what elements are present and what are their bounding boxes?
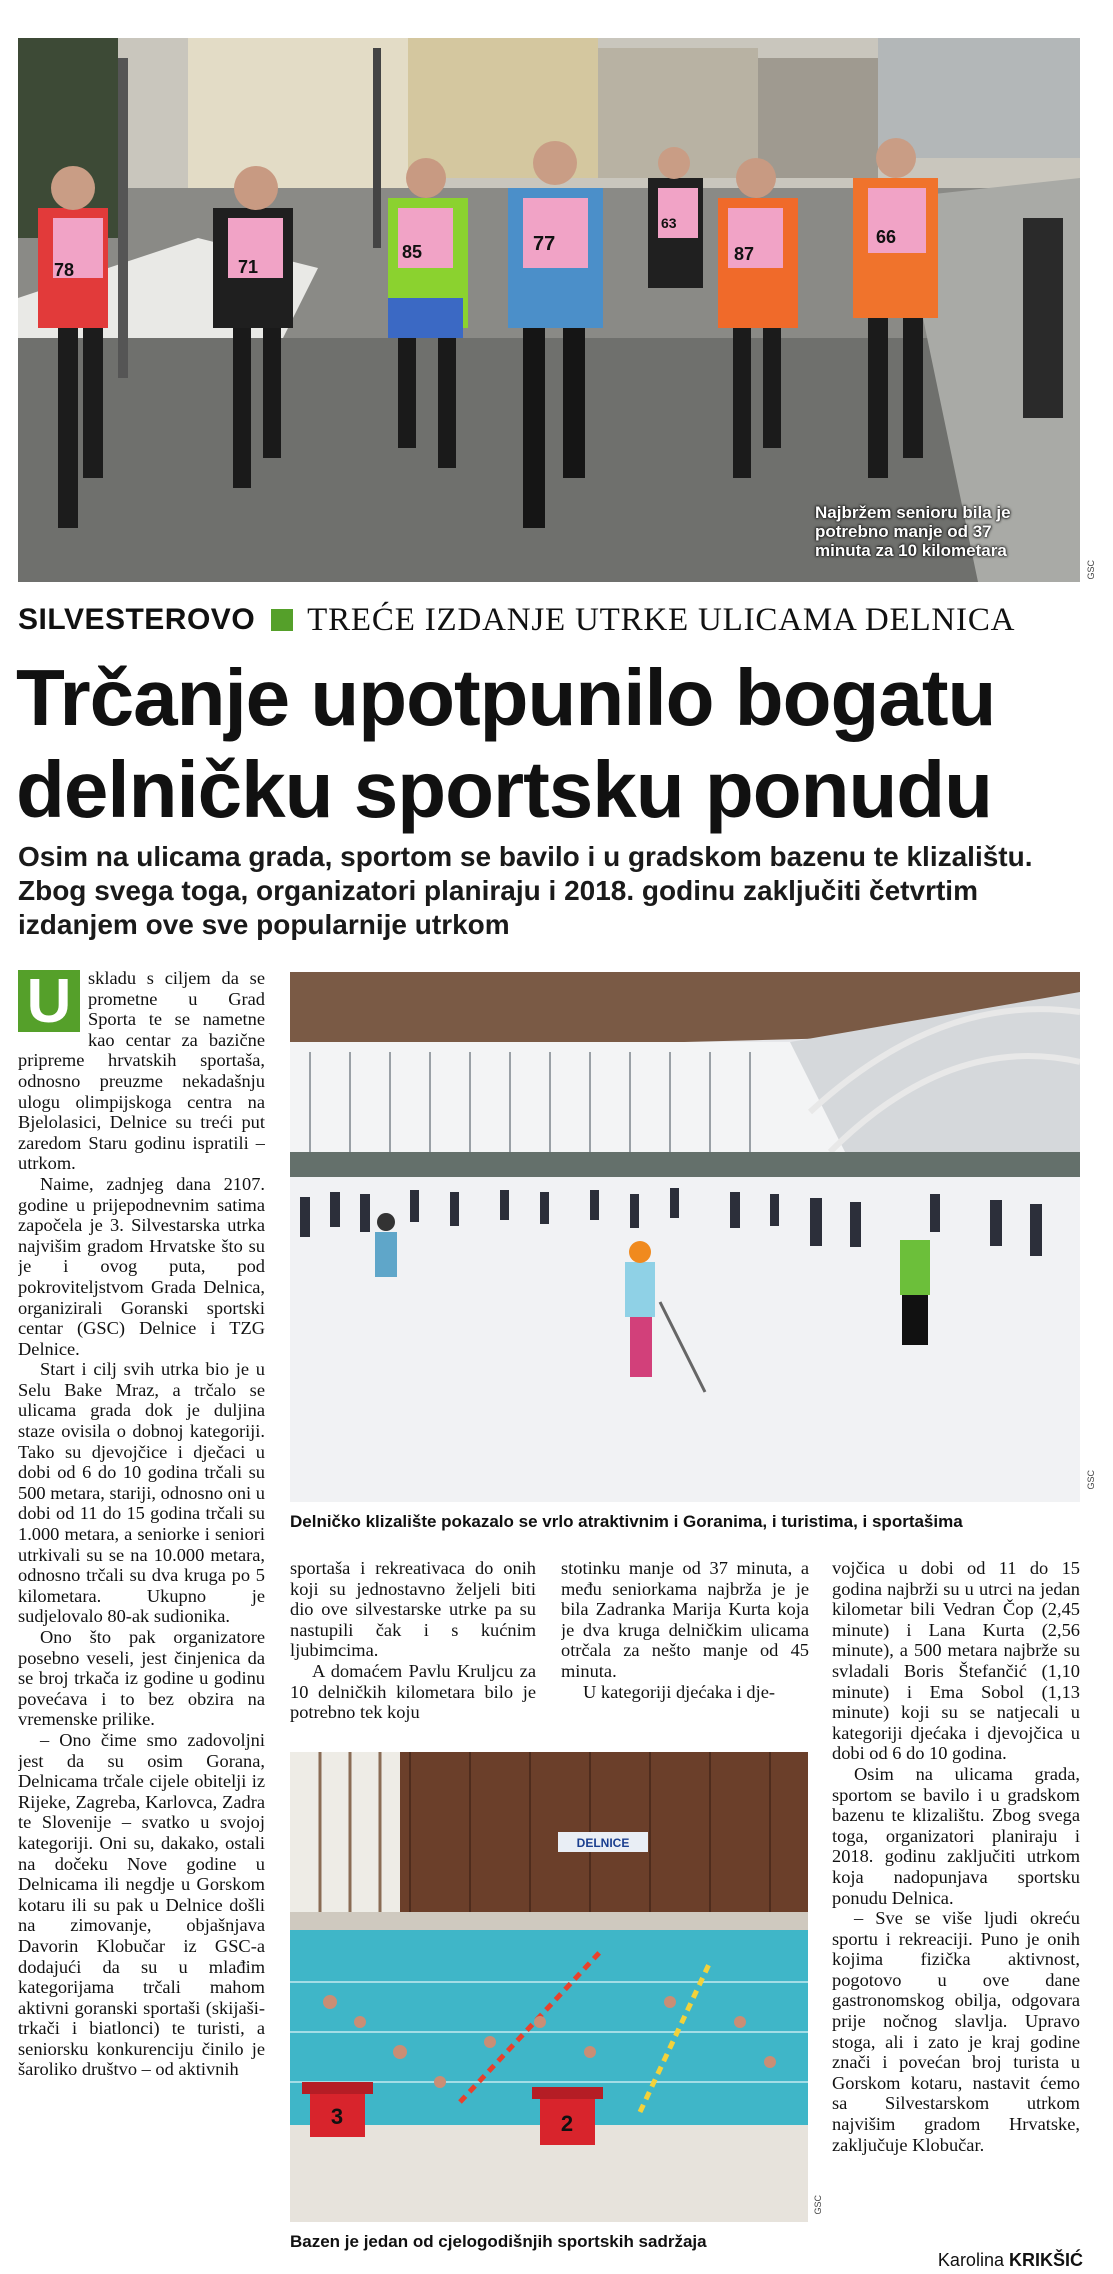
article-column-3 — [561, 1558, 809, 1743]
paragraph: U kategoriji djećaka i dje- — [583, 1681, 775, 1702]
dropcap: U — [18, 970, 80, 1032]
paragraph: vojčica u dobi od 11 do 15 godina najbrži su u utrci na jedan kilometar bili Vedran Čop (2,45 minute) i Lana Kurta (2,56 minute), a 500 metara najbrže su svladali Boris Štefančić (1,10 minute) i Ema Sobol (1,13 minute) koji su se natjecali u kategoriji djećaka i djevojčica u dobi od 6 do 10 godina. — [832, 1558, 1080, 1764]
paragraph: A domaćem Pavlu Kruljcu za 10 delničkih kilometara bilo je potrebno tek koju — [290, 1660, 536, 1723]
article-column-4 — [832, 1558, 1080, 2240]
pool-caption: Bazen je jedan od cjelogodišnjih sportskih sadržaja — [290, 2232, 707, 2251]
pool-credit: GSC — [813, 2195, 823, 2215]
paragraph: sportaša i rekreativaca do onih koji su jednostavno željeli biti dio ove silvestarske utrke pa su nastupili čak i s kućnim ljubimcima. — [290, 1558, 536, 1661]
paragraph: stotinku manje od 37 minuta, a među seniorkama najbrža je je bila Zadranka Marija Kurta koja je dva kruga delničkim ulicama otrčala za nešto manje od 45 minuta. — [561, 1558, 809, 1681]
paragraph: skladu s ciljem da se prometne u Grad Sporta te se nametne kao centar za bazične pripreme hrvatskih sportaša, odnosno preuzme nekadašnju ulogu olimpijskoga centra na Bjelolasici, Delnice su treći put zaredom Staru godinu ispratili – utrkom. — [18, 968, 265, 1174]
article-column-1 — [18, 968, 265, 2268]
headline: Trčanje upotpunilo bogatu delničku sportsku ponudu — [16, 653, 996, 834]
paragraph: Naime, zadnjeg dana 2107. godine u prijepodnevnim satima započela je 3. Silvestarska utrka najvišim gradom Hrvatske što su je i ovog puta, pod pokroviteljstvom Grada Delnica, organizirali Goranski sportski centar (GSC) Delnice i TZG Delnice. — [18, 1173, 265, 1359]
bib-71: 71 — [238, 257, 259, 277]
paragraph: Ono što pak organizatore posebno veseli, jest činjenica da se broj trkača iz godine u godinu povećava i to bez obzira na vremenske prilike. — [18, 1627, 265, 1730]
bib-78: 78 — [54, 260, 75, 280]
author-byline — [938, 2250, 1083, 2271]
rink-credit: GSC — [1086, 1470, 1096, 1490]
runners-caption: Najbržem senioru bila je potrebno manje od 37 minuta za 10 kilometara — [815, 503, 1011, 560]
green-square-icon — [271, 609, 293, 631]
runners-photo — [18, 38, 1080, 582]
block-3: 3 — [330, 2104, 344, 2129]
paragraph: – Ono čime smo zadovoljni jest da su osim Gorana, Delnicama trčale cijele obitelji iz Rijeke, Zagreba, Karlovca, Zadra te Slovenije – svatko u svojoj kategoriji. Oni su, dakako, ostali na dočeku Nove godine u Delnicama ili negdje u Gorskom kotaru ili su pak u Delnice došli na zimovanje, objašnjava Davorin Klobučar iz GSC-a dodajući da su u mlađim kategorijama trčali mahom aktivni goranski sportaši (skijaši-trkači i biatlonci) te turisti, a seniorsku konkurenciju činilo je šaroliko društvo – od aktivnih — [18, 1729, 265, 2080]
pool-banner-text: DELNICE — [576, 1836, 630, 1850]
article-column-2 — [290, 1558, 536, 1743]
paragraph: – Sve se više ljudi okreću sportu i rekreaciji. Puno je onih kojima fizička aktivnost, pogotovo u ove dane gastronomskog obilja, odgovara prije nočnog slavlja. Upravo stoga, ali i zato je kraj godine znači i povećan broj turista u Gorskom kotaru, nastavit ćemo sa Silvestarskom utrkom najvišim gradom Hrvatske, zaključuje Klobučar. — [832, 1908, 1080, 2155]
paragraph: Start i cilj svih utrka bio je u Selu Bake Mraz, a trčalo se ulicama grada dok je duljina staze ovisila o dobnoj kategoriji. Tako su djevojčice i dječaci u dobi od 6 do 10 godina trčali su 500 metara, stariji, odnosno oni u dobi od 11 do 15 godina trčali su 1.000 metara, a seniorke i seniori utrkivali su se na 10.000 metara, odnosno trčali su dva kruga po 5 kilometara. Ukupno je sudjelovalo 80-ak sudionika. — [18, 1359, 265, 1627]
kicker — [18, 600, 1098, 640]
author-last-name: KRIKŠIĆ — [1008, 2250, 1083, 2270]
block-2: 2 — [560, 2111, 574, 2136]
swimming-pool-photo — [290, 1752, 808, 2222]
author-first-name: Karolina — [937, 2250, 1004, 2270]
paragraph: Osim na ulicama grada, sportom se bavilo i u gradskom bazenu te klizalištu. Zbog svega toga, organizatori planiraju i 2018. godinu zaključiti utrkom koja nadopunjava sportsku ponudu Delnica. — [832, 1763, 1080, 1908]
bib-63: 63 — [661, 215, 677, 231]
section-label: SILVESTEROVO — [18, 603, 256, 636]
bib-85: 85 — [402, 242, 423, 262]
bib-87: 87 — [734, 244, 755, 264]
bib-66: 66 — [876, 227, 897, 247]
ice-rink-photo — [290, 972, 1080, 1502]
lead: Osim na ulicama grada, sportom se bavilo i u gradskom bazenu te klizalištu. Zbog svega toga, organizatori planiraju i 2018. godinu zaključiti četvrtim izdanjem ove sve popularnije utrkom — [18, 841, 1033, 940]
kicker-text: TREĆE IZDANJE UTRKE ULICAMA DELNICA — [307, 601, 1016, 638]
bib-77: 77 — [533, 233, 556, 255]
rink-caption: Delničko klizalište pokazalo se vrlo atraktivnim i Goranima, i turistima, i sportašima — [290, 1512, 963, 1531]
runners-credit: GSC — [1086, 560, 1096, 580]
